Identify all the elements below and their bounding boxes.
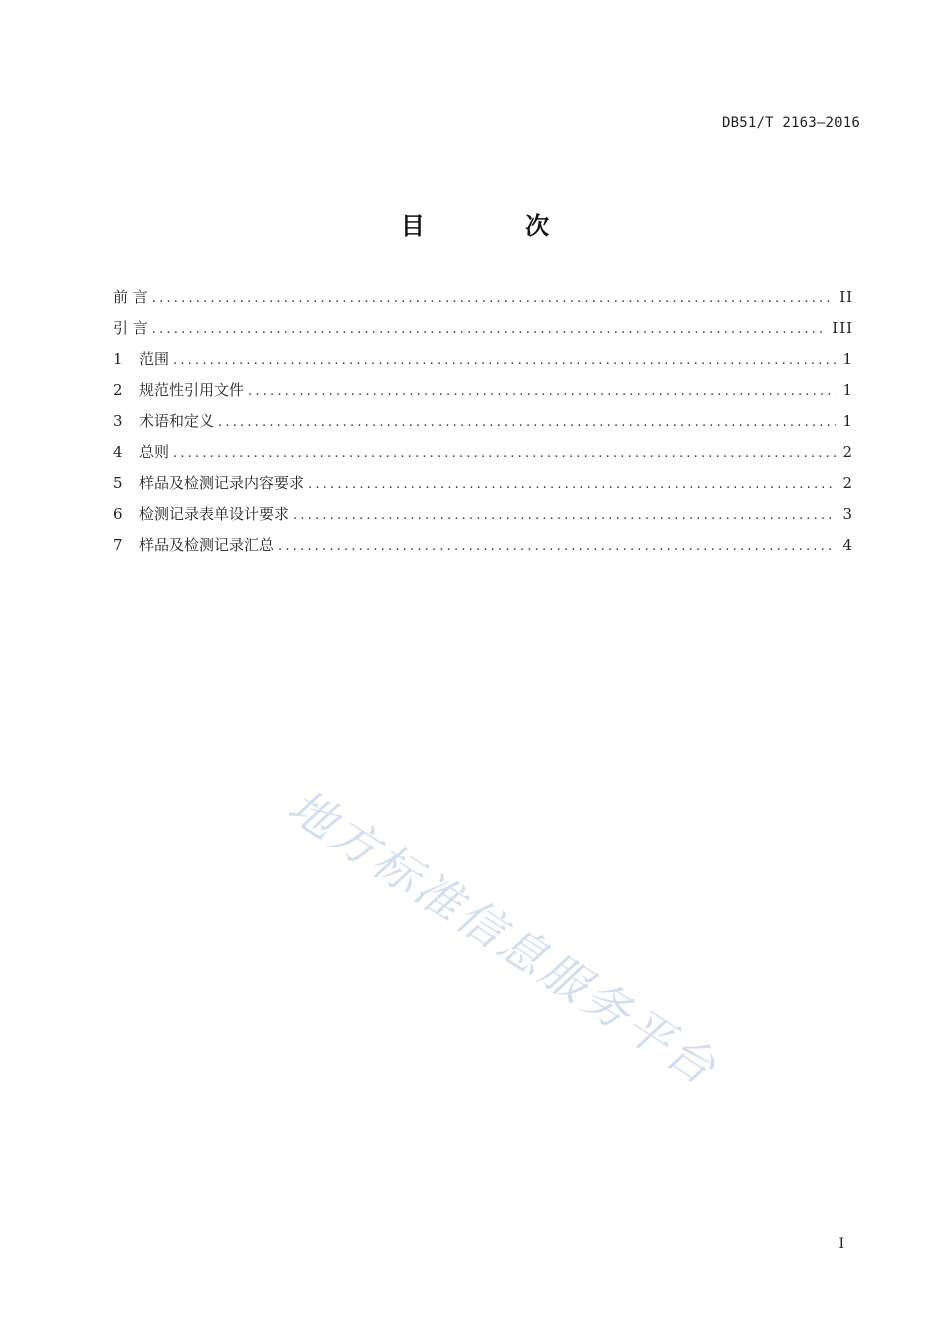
toc-leader-dots xyxy=(173,349,836,373)
watermark: 地方标准信息服务平台 xyxy=(278,778,728,1097)
toc-entry-page: 1 xyxy=(842,381,853,399)
toc-entry-number: 2 xyxy=(113,381,123,399)
toc-leader-dots xyxy=(152,318,826,342)
toc-title: 目 次 xyxy=(400,212,596,240)
toc-entry-label: 范围 xyxy=(139,350,170,368)
toc-entry-introduction[interactable] xyxy=(113,316,853,347)
toc-entry-label: 样品及检测记录内容要求 xyxy=(139,474,305,492)
toc-entry-label: 检测记录表单设计要求 xyxy=(139,505,290,523)
toc-entry-scope[interactable] xyxy=(113,347,853,378)
toc-list xyxy=(113,285,853,564)
toc-entry-number: 7 xyxy=(113,536,123,554)
toc-entry-label: 规范性引用文件 xyxy=(139,381,245,399)
toc-entry-page: 3 xyxy=(842,505,853,523)
toc-entry-number: 6 xyxy=(113,505,123,523)
toc-entry-number: 1 xyxy=(113,350,123,368)
toc-entry-page: II xyxy=(839,288,853,306)
toc-entry-number: 4 xyxy=(113,443,123,461)
toc-leader-dots xyxy=(248,380,836,404)
toc-entry-label: 样品及检测记录汇总 xyxy=(139,536,275,554)
toc-leader-dots xyxy=(218,411,836,435)
toc-entry-page: 4 xyxy=(842,536,853,554)
document-code: DB51/T 2163—2016 xyxy=(721,115,860,131)
toc-leader-dots xyxy=(293,504,836,528)
toc-entry-record-summary[interactable] xyxy=(113,533,853,564)
toc-entry-label: 引 言 xyxy=(113,319,148,337)
toc-entry-label: 总则 xyxy=(139,443,170,461)
toc-entry-page: 1 xyxy=(842,350,853,368)
toc-entry-page: III xyxy=(832,319,853,337)
toc-leader-dots xyxy=(278,535,836,559)
toc-entry-terms-definitions[interactable] xyxy=(113,409,853,440)
toc-entry-page: 2 xyxy=(842,443,853,461)
toc-entry-normative-references[interactable] xyxy=(113,378,853,409)
toc-leader-dots xyxy=(152,287,833,311)
toc-entry-page: 2 xyxy=(842,474,853,492)
page-number: I xyxy=(838,1236,844,1252)
toc-entry-page: 1 xyxy=(842,412,853,430)
toc-entry-number: 5 xyxy=(113,474,123,492)
toc-entry-record-content[interactable] xyxy=(113,471,853,502)
toc-entry-general[interactable] xyxy=(113,440,853,471)
toc-entry-number: 3 xyxy=(113,412,123,430)
toc-leader-dots xyxy=(308,473,836,497)
toc-entry-label: 术语和定义 xyxy=(139,412,215,430)
toc-entry-form-design[interactable] xyxy=(113,502,853,533)
toc-entry-foreword[interactable] xyxy=(113,285,853,316)
toc-entry-label: 前 言 xyxy=(113,288,148,306)
toc-leader-dots xyxy=(173,442,836,466)
